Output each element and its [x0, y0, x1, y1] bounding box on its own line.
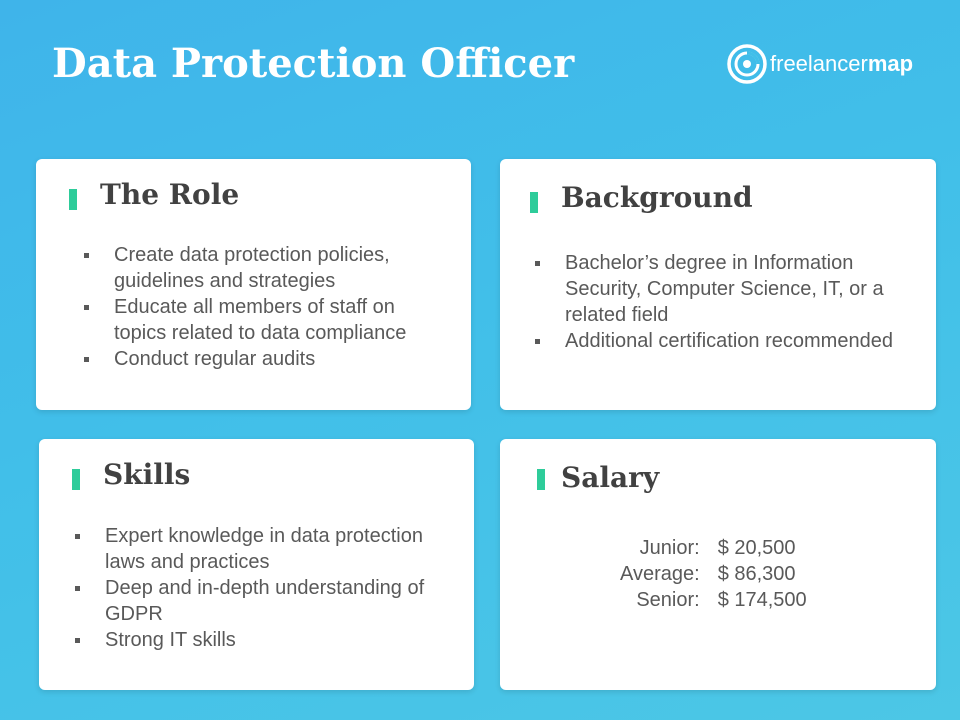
background-heading: Background: [561, 181, 753, 214]
salary-heading-marker: [537, 469, 545, 490]
list-item: Educate all members of staff on topics related to data compliance: [80, 294, 450, 346]
freelancermap-logo-icon: [727, 44, 767, 84]
list-item: Additional certification recommended: [531, 328, 896, 354]
salary-value: $ 86,300: [717, 563, 796, 585]
salary-label: Junior:: [639, 537, 700, 559]
freelancermap-logo: [727, 44, 913, 84]
role-list: [80, 242, 450, 372]
background-card: [500, 159, 936, 410]
salary-label: Average:: [620, 563, 700, 585]
list-item: Deep and in-depth understanding of GDPR: [71, 575, 431, 627]
list-item: Conduct regular audits: [80, 346, 450, 372]
salary-value: $ 174,500: [717, 589, 807, 611]
salary-row-junior: [620, 535, 807, 561]
salary-row-average: [620, 561, 807, 587]
list-item: Bachelor’s degree in Information Security, Computer Science, IT, or a related field: [531, 250, 896, 328]
role-card: [36, 159, 471, 410]
salary-card: [500, 439, 936, 690]
page-title: Data Protection Officer: [52, 40, 575, 87]
skills-card: [39, 439, 474, 690]
list-item: Create data protection policies, guidelines and strategies: [80, 242, 450, 294]
logo-wordmark: [770, 51, 913, 77]
logo-text-light: freelancer: [770, 51, 868, 76]
background-list: [531, 250, 896, 354]
skills-heading: Skills: [103, 458, 191, 491]
list-item: Expert knowledge in data protection laws and practices: [71, 523, 431, 575]
salary-table: [620, 535, 807, 613]
list-item: Strong IT skills: [71, 627, 431, 653]
role-heading: The Role: [100, 178, 240, 211]
background-heading-marker: [530, 192, 538, 213]
role-heading-marker: [69, 189, 77, 210]
salary-label: Senior:: [636, 589, 700, 611]
salary-value: $ 20,500: [717, 537, 796, 559]
salary-row-senior: [620, 587, 807, 613]
logo-text-bold: map: [867, 51, 914, 76]
salary-heading: Salary: [561, 461, 660, 494]
skills-heading-marker: [72, 469, 80, 490]
skills-list: [71, 523, 431, 653]
